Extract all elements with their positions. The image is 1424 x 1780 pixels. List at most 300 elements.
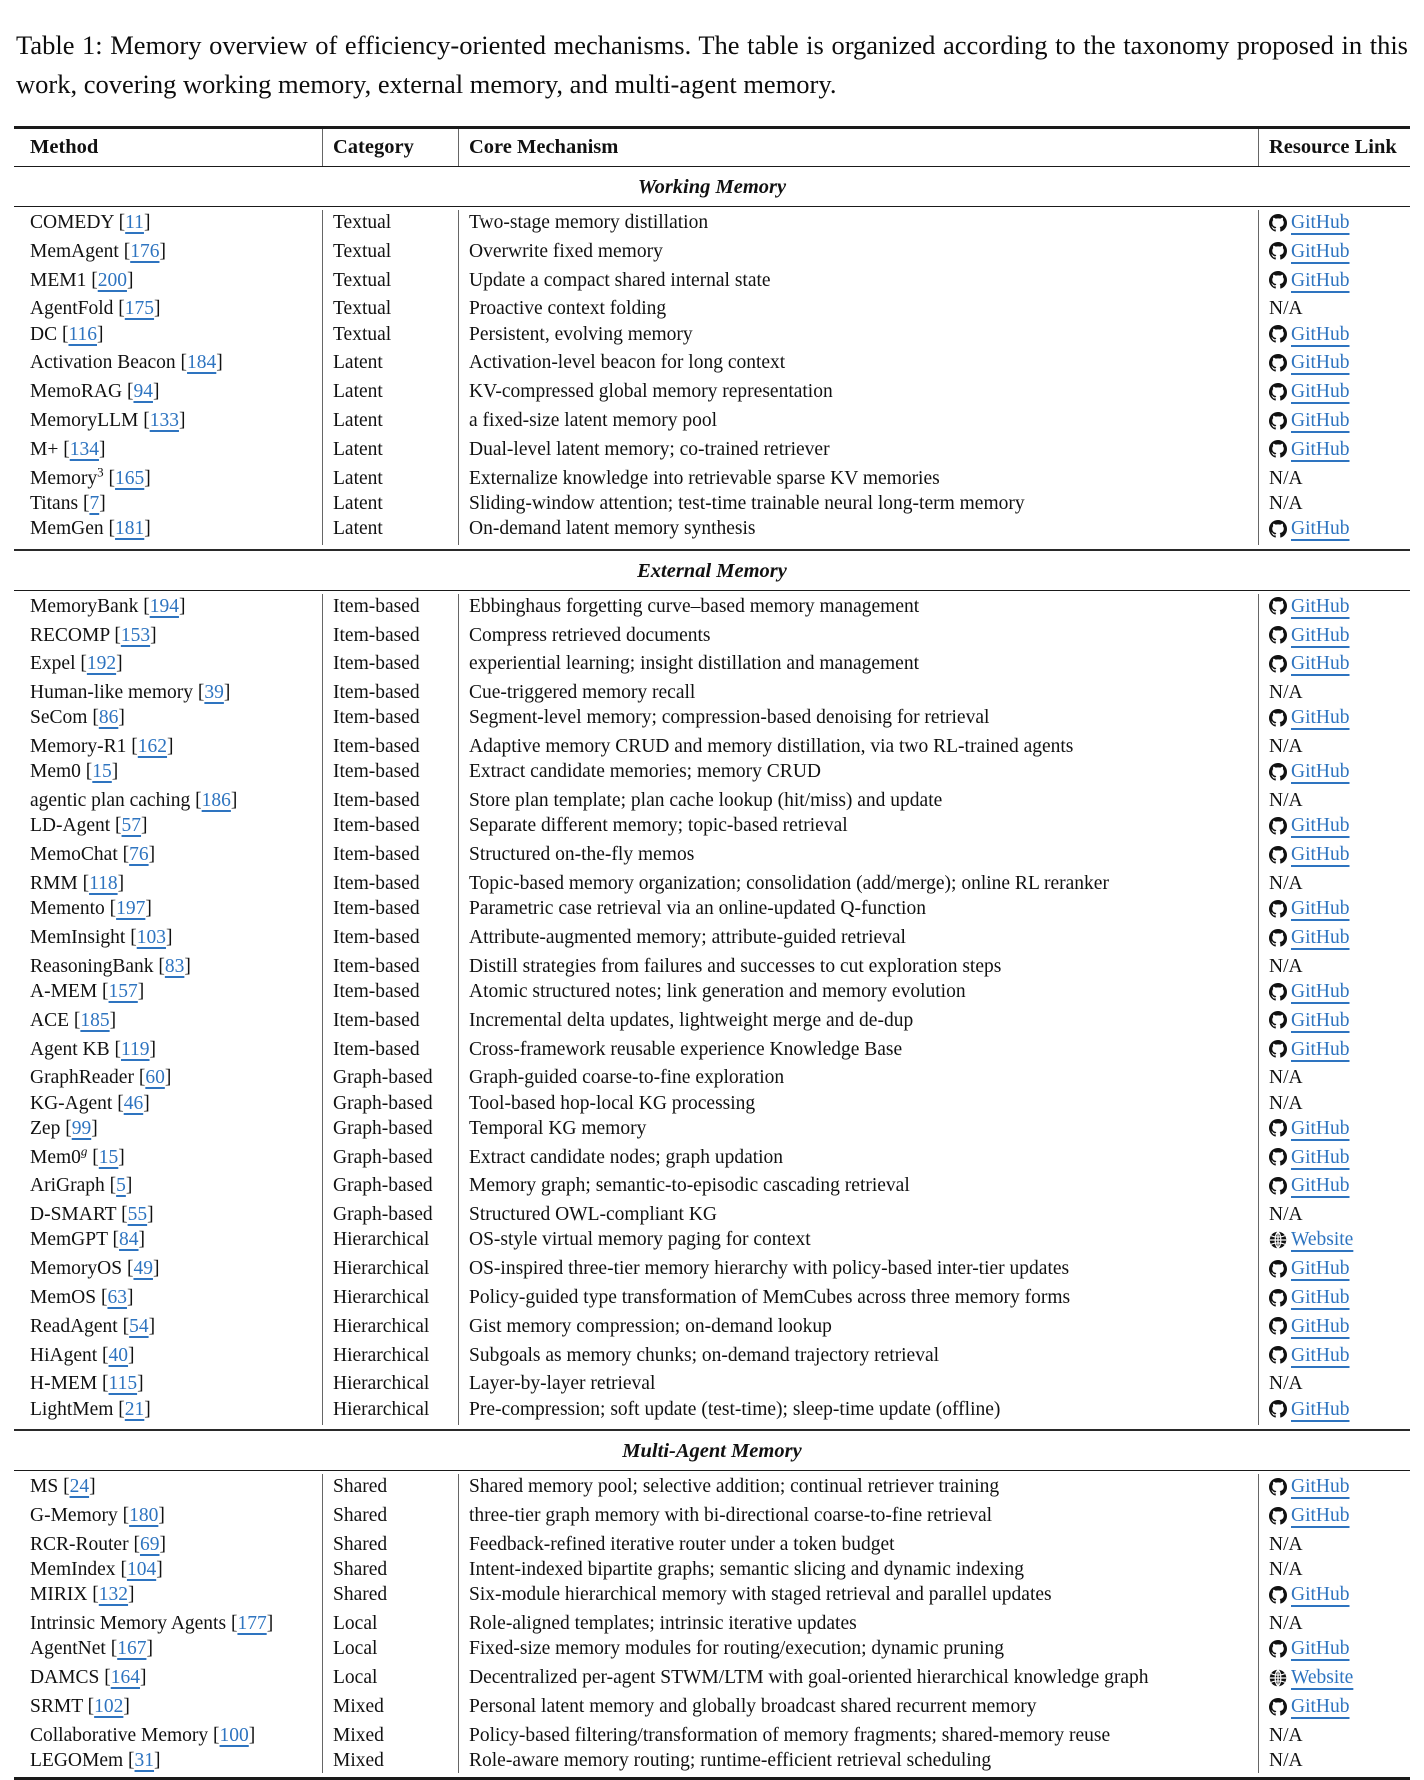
resource-cell xyxy=(1258,1636,1410,1665)
resource-cell xyxy=(1258,268,1410,297)
github-link[interactable] xyxy=(1269,651,1350,676)
method-name: Titans xyxy=(30,492,79,514)
method-cell: COMEDY [11] xyxy=(30,212,151,233)
citation-ref-link[interactable]: 185 xyxy=(80,1009,110,1031)
resource-cell xyxy=(1258,1557,1410,1582)
mechanism-cell: Cue-triggered memory recall xyxy=(458,680,1258,705)
github-link[interactable] xyxy=(1269,1343,1350,1368)
method-cell: MemInsight [103] xyxy=(30,926,173,948)
method-name: HiAgent xyxy=(30,1344,98,1366)
citation-ref-link[interactable]: 46 xyxy=(123,1092,144,1114)
github-link[interactable] xyxy=(1269,813,1350,838)
category-cell: Local xyxy=(322,1611,458,1636)
resource-na: N/A xyxy=(1269,492,1303,514)
github-icon xyxy=(1269,1119,1287,1137)
column-header-category: Category xyxy=(322,129,458,166)
github-icon xyxy=(1269,1317,1287,1335)
method-name: MemoryOS xyxy=(30,1258,123,1280)
github-link[interactable] xyxy=(1269,516,1350,541)
section-header-external-memory: External Memory xyxy=(14,549,1410,591)
method-cell: A-MEM [157] xyxy=(30,980,145,1002)
method-name: LightMem xyxy=(30,1398,114,1420)
github-link[interactable] xyxy=(1269,408,1350,433)
resource-na: N/A xyxy=(1269,872,1303,894)
resource-cell xyxy=(1258,491,1410,516)
citation-ref-link[interactable]: 200 xyxy=(97,269,127,291)
github-link[interactable] xyxy=(1269,379,1350,404)
method-name: Collaborative Memory xyxy=(30,1724,209,1746)
category-cell: Shared xyxy=(322,1474,458,1503)
resource-link-label: GitHub xyxy=(1291,409,1350,431)
citation-ref-link[interactable]: 15 xyxy=(98,1146,119,1168)
resource-cell xyxy=(1258,1532,1410,1557)
method-cell: MemGPT [84] xyxy=(30,1229,146,1251)
citation-ref-link[interactable]: 103 xyxy=(136,926,166,948)
resource-na: N/A xyxy=(1269,467,1303,489)
category-cell: Local xyxy=(322,1636,458,1665)
resource-link-label: GitHub xyxy=(1291,980,1350,1002)
citation-ref-link[interactable]: 116 xyxy=(68,323,97,345)
method-cell: Memory-R1 [162] xyxy=(30,736,174,758)
resource-cell xyxy=(1258,842,1410,871)
citation-ref-link[interactable]: 194 xyxy=(149,595,179,617)
category-cell: Item-based xyxy=(322,705,458,734)
table-row xyxy=(14,1065,1410,1090)
column-header-core-mechanism: Core Mechanism xyxy=(458,129,1258,166)
github-link[interactable] xyxy=(1269,1008,1350,1033)
method-name: MemOS xyxy=(30,1286,97,1308)
method-name: Activation Beacon xyxy=(30,352,176,374)
table-row xyxy=(14,1397,1410,1426)
resource-cell xyxy=(1258,1371,1410,1396)
category-cell: Graph-based xyxy=(322,1091,458,1116)
github-link[interactable] xyxy=(1269,705,1350,730)
resource-na: N/A xyxy=(1269,1559,1303,1581)
table-row xyxy=(14,437,1410,466)
github-link[interactable] xyxy=(1269,322,1350,347)
mechanism-cell: Store plan template; plan cache lookup (hit/miss) and update xyxy=(458,788,1258,813)
citation-ref-link[interactable]: 24 xyxy=(69,1476,90,1498)
table-row xyxy=(14,1173,1410,1202)
method-cell: KG-Agent [46] xyxy=(30,1092,150,1114)
method-cell: RCR-Router [69] xyxy=(30,1533,166,1555)
resource-link-label: GitHub xyxy=(1291,1258,1350,1280)
citation-ref-link[interactable]: 104 xyxy=(126,1559,157,1581)
table-row xyxy=(14,239,1410,268)
citation-ref-link[interactable]: 55 xyxy=(127,1204,148,1226)
mechanism-cell: Shared memory pool; selective addition; continual retriever training xyxy=(458,1474,1258,1503)
table-row xyxy=(14,296,1410,321)
resource-cell xyxy=(1258,1091,1410,1116)
category-cell: Graph-based xyxy=(322,1145,458,1174)
method-name: MemoryLLM xyxy=(30,409,139,431)
citation-ref-link[interactable]: 57 xyxy=(121,815,142,837)
mechanism-cell: Separate different memory; topic-based retrieval xyxy=(458,813,1258,842)
method-name: ReadAgent xyxy=(30,1315,118,1337)
github-link[interactable] xyxy=(1269,1503,1350,1528)
github-icon xyxy=(1269,1011,1287,1029)
github-link[interactable] xyxy=(1269,623,1350,648)
resource-cell xyxy=(1258,788,1410,813)
mechanism-cell: three-tier graph memory with bi-directional coarse-to-fine retrieval xyxy=(458,1503,1258,1532)
resource-cell xyxy=(1258,1723,1410,1748)
resource-cell xyxy=(1258,925,1410,954)
category-cell: Item-based xyxy=(322,1037,458,1066)
citation-ref-link[interactable]: 15 xyxy=(92,761,112,783)
mechanism-cell: Two-stage memory distillation xyxy=(458,210,1258,239)
category-cell: Item-based xyxy=(322,979,458,1008)
resource-cell xyxy=(1258,954,1410,979)
table-row xyxy=(14,979,1410,1008)
github-link[interactable] xyxy=(1269,842,1350,867)
citation-ref-link[interactable]: 115 xyxy=(108,1373,138,1395)
table-body xyxy=(14,167,1410,1777)
table-row xyxy=(14,651,1410,680)
citation-ref-link[interactable]: 157 xyxy=(108,980,138,1002)
github-link[interactable] xyxy=(1269,1145,1350,1170)
resource-cell xyxy=(1258,1173,1410,1202)
method-cell: Mem0$^g$ [15] xyxy=(30,1143,125,1168)
github-icon xyxy=(1269,983,1287,1001)
table-row xyxy=(14,1723,1410,1748)
method-name: MS xyxy=(30,1476,59,1498)
github-link[interactable] xyxy=(1269,1285,1350,1310)
resource-link-label: GitHub xyxy=(1291,898,1350,920)
citation-ref-link[interactable]: 197 xyxy=(116,898,146,920)
resource-cell xyxy=(1258,322,1410,351)
resource-link-label: GitHub xyxy=(1291,1476,1350,1498)
resource-na: N/A xyxy=(1269,1724,1303,1746)
resource-link-label: GitHub xyxy=(1291,323,1350,345)
resource-link-label: GitHub xyxy=(1291,212,1350,233)
citation-ref-link[interactable]: 40 xyxy=(108,1344,129,1366)
column-header-resource-link: Resource Link xyxy=(1258,129,1410,166)
github-link[interactable] xyxy=(1269,979,1350,1004)
category-cell: Latent xyxy=(322,516,458,545)
table-row xyxy=(14,408,1410,437)
method-superscript: g xyxy=(80,1143,88,1159)
github-icon xyxy=(1269,900,1287,918)
citation-ref-link[interactable]: 5 xyxy=(116,1175,126,1197)
resource-cell xyxy=(1258,1694,1410,1723)
github-icon xyxy=(1269,1640,1287,1658)
github-link[interactable] xyxy=(1269,1636,1350,1661)
resource-link-label: GitHub xyxy=(1291,1175,1350,1197)
category-cell: Shared xyxy=(322,1582,458,1611)
github-link[interactable] xyxy=(1269,350,1350,375)
github-icon xyxy=(1269,520,1287,538)
method-cell: D-SMART [55] xyxy=(30,1204,154,1226)
method-name: Mem0 xyxy=(30,761,81,783)
resource-cell xyxy=(1258,466,1410,491)
citation-ref-link[interactable]: 63 xyxy=(107,1286,127,1308)
method-name: MemoRAG xyxy=(30,381,123,403)
method-cell: HiAgent [40] xyxy=(30,1344,135,1366)
citation-ref-link[interactable]: 99 xyxy=(71,1117,92,1139)
resource-link-label: GitHub xyxy=(1291,1695,1350,1717)
table-row xyxy=(14,871,1410,896)
github-link[interactable] xyxy=(1269,1582,1350,1607)
github-link[interactable] xyxy=(1269,759,1350,784)
resource-cell xyxy=(1258,1397,1410,1426)
method-cell: DC [116] xyxy=(30,323,104,345)
method-cell: MemoryLLM [133] xyxy=(30,409,186,431)
mechanism-cell: KV-compressed global memory representation xyxy=(458,379,1258,408)
method-cell: G-Memory [180] xyxy=(30,1505,165,1527)
method-name: ReasoningBank xyxy=(30,955,154,977)
table-row xyxy=(14,1748,1410,1773)
citation-ref-link[interactable]: 54 xyxy=(129,1315,149,1337)
mechanism-cell: Extract candidate memories; memory CRUD xyxy=(458,759,1258,788)
mechanism-cell: Memory graph; semantic-to-episodic cascading retrieval xyxy=(458,1173,1258,1202)
mechanism-cell: Decentralized per-agent STWM/LTM with goal-oriented hierarchical knowledge graph xyxy=(458,1665,1258,1694)
method-name: SeCom xyxy=(30,707,88,729)
citation-ref-link[interactable]: 133 xyxy=(149,409,179,431)
resource-na: N/A xyxy=(1269,1204,1303,1226)
website-link[interactable] xyxy=(1269,1665,1353,1690)
method-name: MemIndex xyxy=(30,1559,116,1581)
table-row xyxy=(14,322,1410,351)
citation-ref-link[interactable]: 84 xyxy=(119,1229,139,1251)
method-name: Agent KB xyxy=(30,1038,110,1060)
method-cell: MemoChat [76] xyxy=(30,844,156,866)
citation-ref-link[interactable]: 60 xyxy=(145,1067,165,1089)
mechanism-cell: Cross-framework reusable experience Knowledge Base xyxy=(458,1037,1258,1066)
category-cell: Latent xyxy=(322,466,458,491)
github-link[interactable] xyxy=(1269,1173,1350,1198)
citation-ref-link[interactable]: 39 xyxy=(204,682,224,704)
resource-cell xyxy=(1258,1582,1410,1611)
citation-ref-link[interactable]: 167 xyxy=(117,1638,147,1660)
github-link[interactable] xyxy=(1269,1037,1350,1062)
resource-link-label: GitHub xyxy=(1291,240,1350,262)
citation-ref-link[interactable]: 102 xyxy=(94,1695,124,1717)
method-name: G-Memory xyxy=(30,1505,118,1527)
citation-ref-link[interactable]: 176 xyxy=(130,240,160,262)
citation-ref-link[interactable]: 192 xyxy=(86,653,117,675)
table-row xyxy=(14,350,1410,379)
method-cell: MemoRAG [94] xyxy=(30,381,160,403)
github-link[interactable] xyxy=(1269,594,1350,619)
resource-link-label: GitHub xyxy=(1291,844,1350,866)
resource-na: N/A xyxy=(1269,1613,1303,1635)
resource-link-label: GitHub xyxy=(1291,1038,1350,1060)
website-link[interactable] xyxy=(1269,1227,1353,1252)
mechanism-cell: Six-module hierarchical memory with staged retrieval and parallel updates xyxy=(458,1582,1258,1611)
method-cell: MemOS [63] xyxy=(30,1286,134,1308)
table-row xyxy=(14,1227,1410,1256)
citation-ref-link[interactable]: 69 xyxy=(139,1533,160,1555)
method-cell: AriGraph [5] xyxy=(30,1175,133,1197)
resource-link-label: GitHub xyxy=(1291,1344,1350,1366)
citation-ref-link[interactable]: 7 xyxy=(89,492,100,514)
github-icon xyxy=(1269,242,1287,260)
github-icon xyxy=(1269,597,1287,615)
citation-ref-link[interactable]: 11 xyxy=(125,212,144,233)
method-name: Mem0 xyxy=(30,1146,81,1168)
method-cell: Intrinsic Memory Agents [177] xyxy=(30,1613,274,1635)
github-link[interactable] xyxy=(1269,1314,1350,1339)
citation-ref-link[interactable]: 119 xyxy=(121,1038,150,1060)
citation-ref-link[interactable]: 175 xyxy=(124,298,155,320)
category-cell: Mixed xyxy=(322,1694,458,1723)
citation-ref-link[interactable]: 134 xyxy=(69,438,99,460)
github-link[interactable] xyxy=(1269,1474,1350,1499)
table-row xyxy=(14,788,1410,813)
table-row xyxy=(14,705,1410,734)
table-row xyxy=(14,1636,1410,1665)
citation-ref-link[interactable]: 162 xyxy=(137,736,168,758)
github-icon xyxy=(1269,1289,1287,1307)
section-rows xyxy=(14,1471,1410,1777)
category-cell: Item-based xyxy=(322,734,458,759)
method-name: DC xyxy=(30,323,58,345)
table-row xyxy=(14,1503,1410,1532)
table-row xyxy=(14,1008,1410,1037)
method-name: Zep xyxy=(30,1117,61,1139)
citation-ref-link[interactable]: 164 xyxy=(110,1667,140,1689)
method-name: D-SMART xyxy=(30,1204,117,1226)
citation-ref-link[interactable]: 21 xyxy=(124,1398,145,1420)
github-icon xyxy=(1269,929,1287,947)
resource-link-label: GitHub xyxy=(1291,624,1350,646)
table-row xyxy=(14,813,1410,842)
github-icon xyxy=(1269,626,1287,644)
resource-cell xyxy=(1258,1227,1410,1256)
github-link[interactable] xyxy=(1269,925,1350,950)
resource-cell xyxy=(1258,734,1410,759)
citation-ref-link[interactable]: 184 xyxy=(187,352,217,374)
resource-link-label: GitHub xyxy=(1291,1398,1350,1420)
github-link[interactable] xyxy=(1269,1256,1350,1281)
github-link[interactable] xyxy=(1269,210,1350,235)
method-cell: AgentFold [175] xyxy=(30,298,161,320)
category-cell: Shared xyxy=(322,1532,458,1557)
resource-link-label: GitHub xyxy=(1291,1146,1350,1168)
resource-link-label: GitHub xyxy=(1291,1117,1350,1139)
citation-ref-link[interactable]: 100 xyxy=(219,1724,249,1746)
resource-link-label: GitHub xyxy=(1291,1638,1350,1660)
method-cell: Collaborative Memory [100] xyxy=(30,1724,256,1746)
method-name: Memory-R1 xyxy=(30,736,127,758)
method-cell: MS [24] xyxy=(30,1476,96,1498)
method-name: MemoryBank xyxy=(30,595,139,617)
table-row xyxy=(14,379,1410,408)
resource-link-label: GitHub xyxy=(1291,381,1350,403)
citation-ref-link[interactable]: 181 xyxy=(115,517,145,539)
github-icon xyxy=(1269,709,1287,727)
method-cell: RMM [118] xyxy=(30,872,125,894)
table-row xyxy=(14,1557,1410,1582)
resource-cell xyxy=(1258,1145,1410,1174)
category-cell: Mixed xyxy=(322,1723,458,1748)
category-cell: Item-based xyxy=(322,813,458,842)
mechanism-cell: Topic-based memory organization; consolidation (add/merge); online RL reranker xyxy=(458,871,1258,896)
resource-na: N/A xyxy=(1269,736,1303,758)
table-row xyxy=(14,1694,1410,1723)
github-icon xyxy=(1269,846,1287,864)
section-rows xyxy=(14,207,1410,549)
citation-ref-link[interactable]: 153 xyxy=(120,624,151,646)
citation-ref-link[interactable]: 49 xyxy=(133,1258,153,1280)
category-cell: Hierarchical xyxy=(322,1397,458,1426)
citation-ref-link[interactable]: 177 xyxy=(237,1613,267,1635)
github-link[interactable] xyxy=(1269,1694,1350,1719)
category-cell: Item-based xyxy=(322,1008,458,1037)
github-link[interactable] xyxy=(1269,239,1350,264)
method-name: MemAgent xyxy=(30,240,119,262)
mechanism-cell: Temporal KG memory xyxy=(458,1116,1258,1145)
mechanism-cell: Policy-guided type transformation of MemCubes across three memory forms xyxy=(458,1285,1258,1314)
github-icon xyxy=(1269,325,1287,343)
resource-cell xyxy=(1258,651,1410,680)
resource-na: N/A xyxy=(1269,682,1303,704)
category-cell: Item-based xyxy=(322,651,458,680)
method-cell: Memento [197] xyxy=(30,898,152,920)
resource-na: N/A xyxy=(1269,1373,1303,1395)
resource-link-label: GitHub xyxy=(1291,595,1350,617)
resource-cell xyxy=(1258,516,1410,545)
resource-link-label: GitHub xyxy=(1291,815,1350,837)
citation-ref-link[interactable]: 31 xyxy=(134,1749,155,1771)
resource-cell xyxy=(1258,437,1410,466)
citation-ref-link[interactable]: 165 xyxy=(115,467,145,489)
github-icon xyxy=(1269,1260,1287,1278)
method-cell: AgentNet [167] xyxy=(30,1638,153,1660)
citation-ref-link[interactable]: 83 xyxy=(164,955,185,977)
method-cell: Memory$^3$ [165] xyxy=(30,464,151,489)
table-row xyxy=(14,896,1410,925)
mechanism-cell: Externalize knowledge into retrievable sparse KV memories xyxy=(458,466,1258,491)
method-cell: Activation Beacon [184] xyxy=(30,352,223,374)
category-cell: Graph-based xyxy=(322,1116,458,1145)
table-row xyxy=(14,491,1410,516)
table-row xyxy=(14,759,1410,788)
resource-cell xyxy=(1258,1314,1410,1343)
resource-cell xyxy=(1258,594,1410,623)
resource-link-label: GitHub xyxy=(1291,653,1350,675)
mechanism-cell: Atomic structured notes; link generation and memory evolution xyxy=(458,979,1258,1008)
citation-ref-link[interactable]: 118 xyxy=(89,872,118,894)
citation-ref-link[interactable]: 86 xyxy=(98,707,119,729)
resource-cell xyxy=(1258,979,1410,1008)
github-link[interactable] xyxy=(1269,268,1350,293)
citation-ref-link[interactable]: 76 xyxy=(129,844,149,866)
method-name: M+ xyxy=(30,438,59,460)
category-cell: Latent xyxy=(322,379,458,408)
method-name: DAMCS xyxy=(30,1667,100,1689)
method-cell: GraphReader [60] xyxy=(30,1067,172,1089)
method-name: MIRIX xyxy=(30,1584,88,1606)
github-link[interactable] xyxy=(1269,437,1350,462)
mechanism-cell: Sliding-window attention; test-time trainable neural long-term memory xyxy=(458,491,1258,516)
category-cell: Mixed xyxy=(322,1748,458,1773)
github-link[interactable] xyxy=(1269,1397,1350,1422)
method-name: GraphReader xyxy=(30,1067,134,1089)
github-link[interactable] xyxy=(1269,1116,1350,1141)
github-icon xyxy=(1269,1177,1287,1195)
table-row xyxy=(14,734,1410,759)
citation-ref-link[interactable]: 180 xyxy=(129,1505,159,1527)
github-link[interactable] xyxy=(1269,896,1350,921)
citation-ref-link[interactable]: 186 xyxy=(201,790,231,812)
table-row xyxy=(14,1202,1410,1227)
method-cell: MemAgent [176] xyxy=(30,240,166,262)
method-name: agentic plan caching xyxy=(30,790,191,812)
method-cell: LEGOMem [31] xyxy=(30,1749,161,1771)
citation-ref-link[interactable]: 94 xyxy=(133,381,153,403)
citation-ref-link[interactable]: 132 xyxy=(98,1584,129,1606)
